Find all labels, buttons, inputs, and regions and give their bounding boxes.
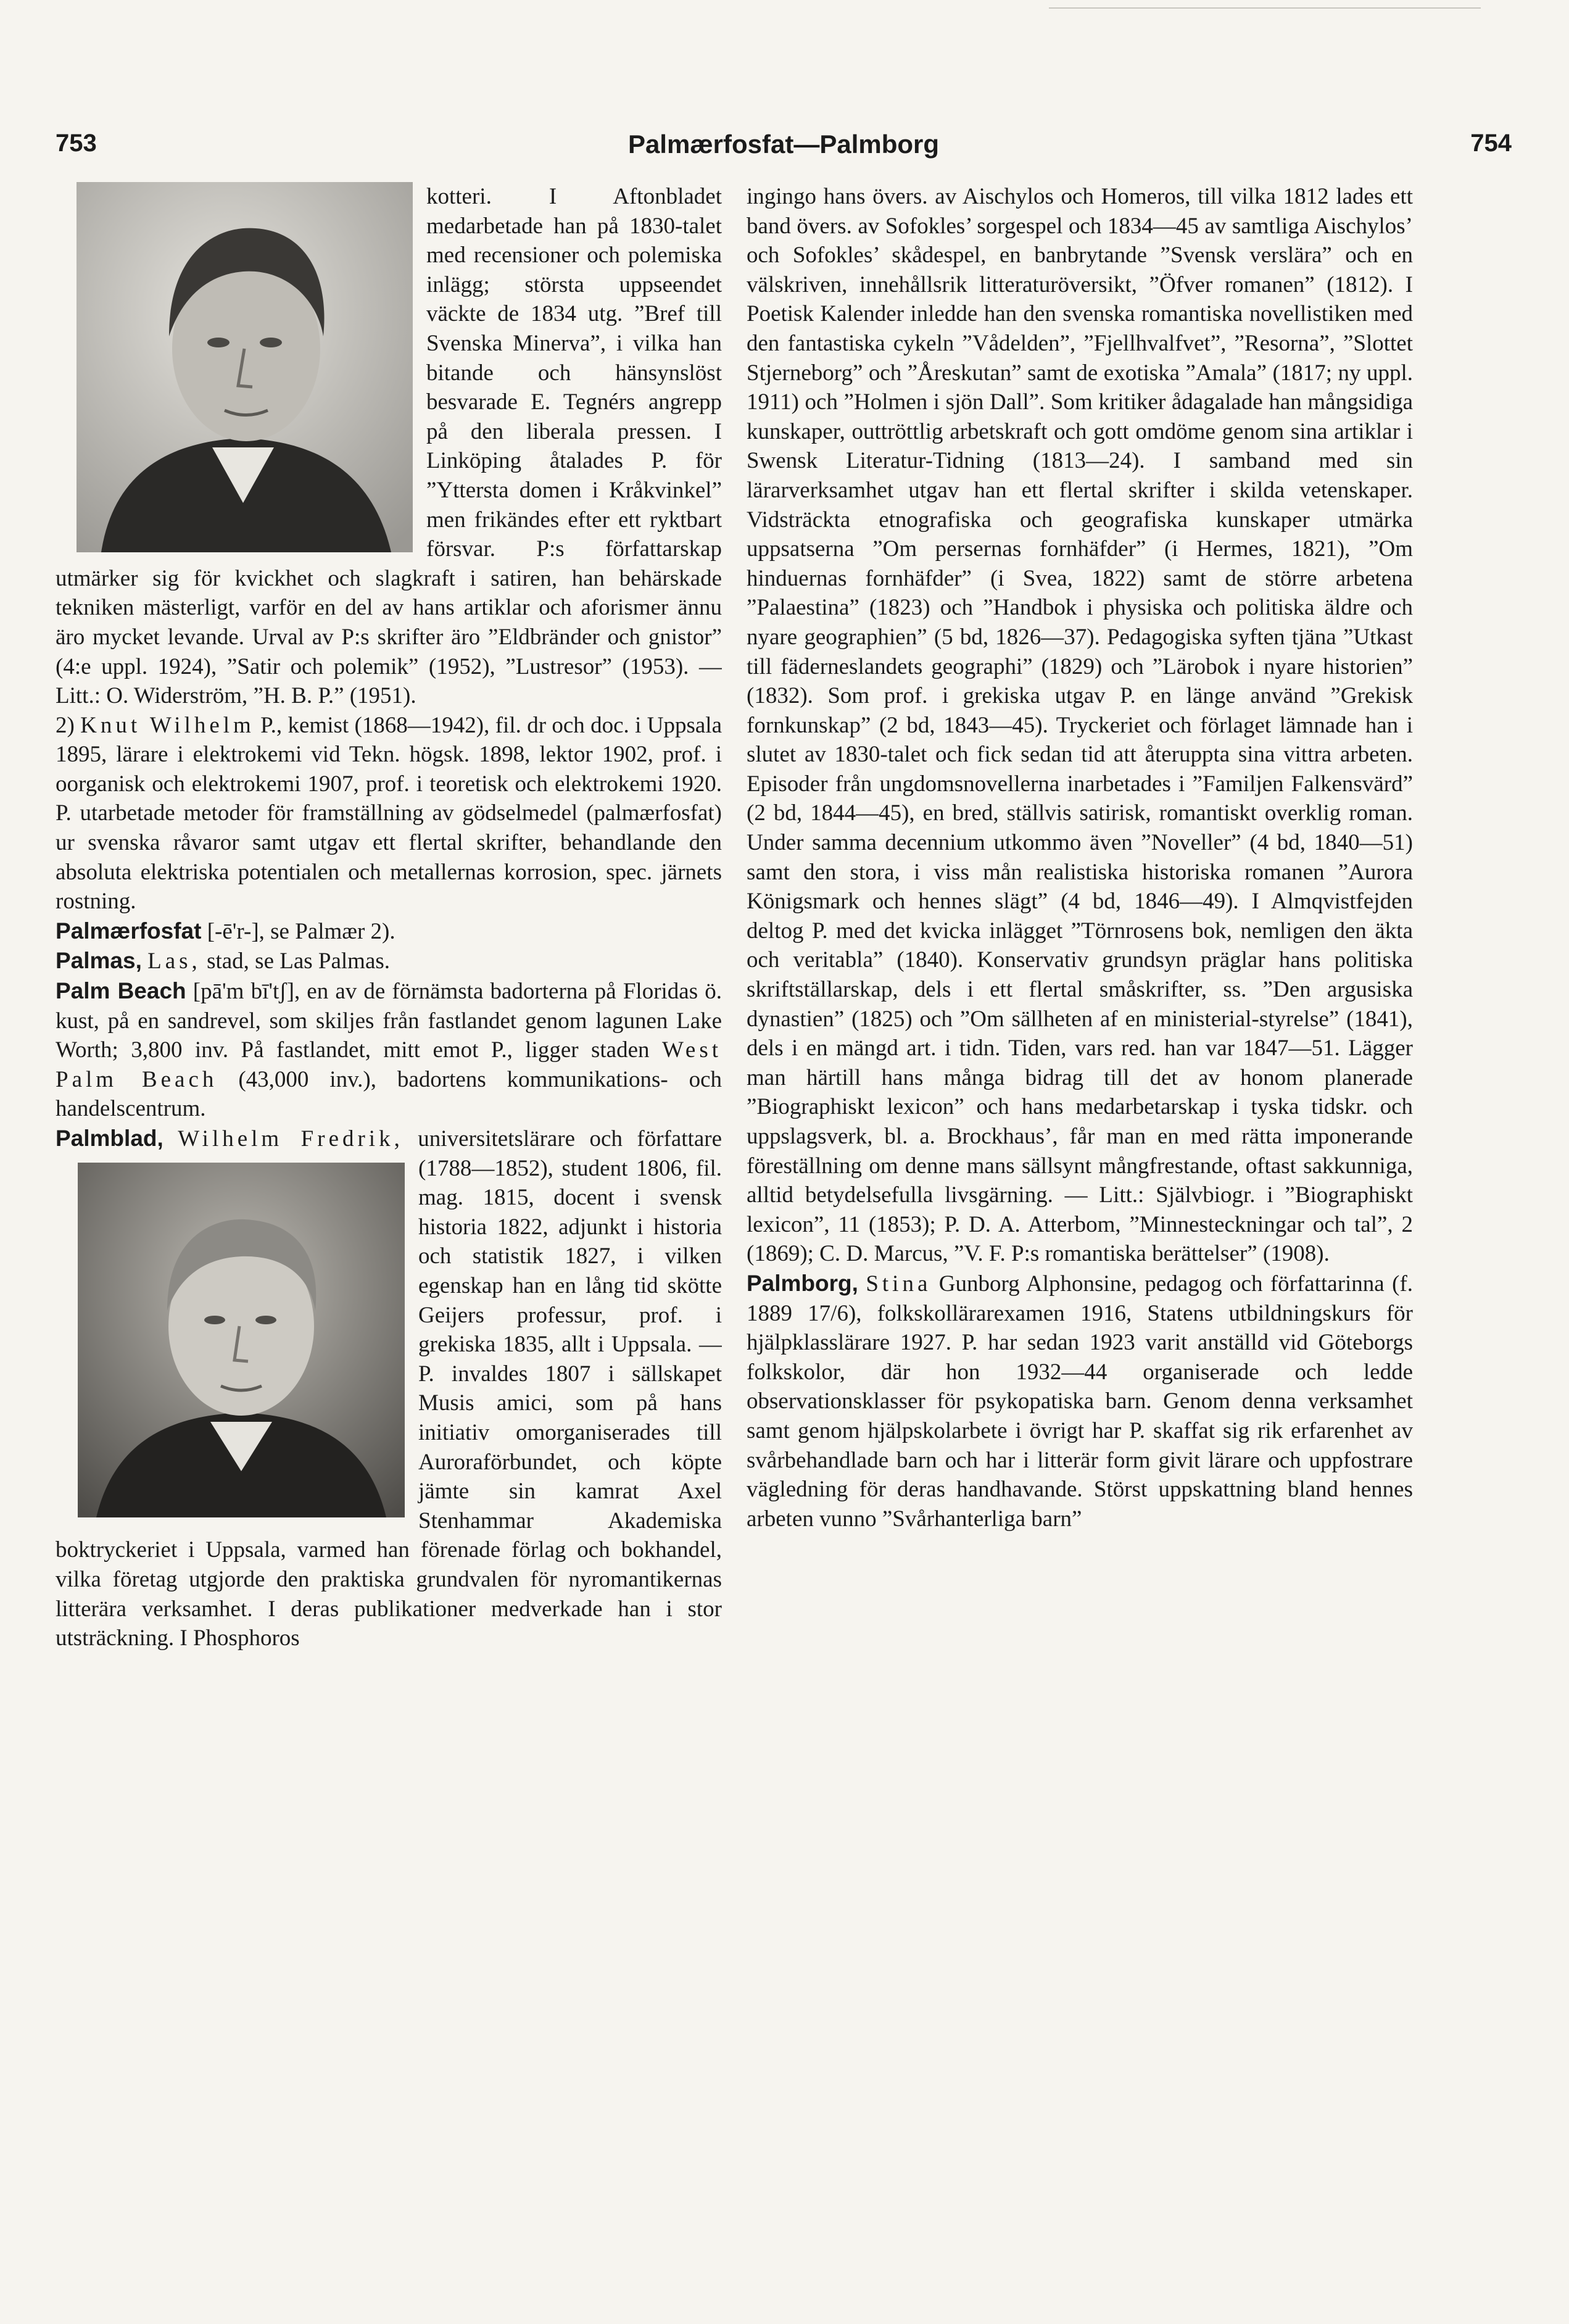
headword: Palm Beach [56,978,186,1004]
entry-text: kotteri. I Aftonbladet medarbetade han på 1830-talet med recensioner och polemiska inlägg; största uppseendet väckte de 1834 utg. ”Bref till Svenska Minerva”, i vilka han bitande och hänsynslöst besvarade E. Tegnérs angrepp på den liberala pressen. I Linköping åtalades P. för ”Yttersta domen i Kråkvinkel” men frikändes efter ett ryktbart försvar. P:s författarskap utmärker sig för kvickhet och slagkraft i satiren, han behärskade tekniken mästerligt, varför en del av hans artiklar och aforismer ännu äro mycket levande. Urval av P:s skrifter äro ”Eldbränder och gnistor” (4:e uppl. 1924), ”Satir och polemik” (1952), ”Lustresor” (1953). — Litt.: O. Widerström, ”H. B. P.” (1951). [56,184,722,709]
page-number-right: 754 [1470,130,1512,157]
entry-palmblad [56,1124,722,1653]
entry-palmaerfosfat [56,916,722,947]
entry-palm-beach [56,976,722,1124]
left-column [56,182,722,2268]
running-head: Palmærfosfat—Palmborg [627,130,940,159]
person-name: Knut Wilhelm [80,712,255,738]
headword: Palmblad, [56,1126,164,1151]
place-name: West Palm Beach [56,1037,722,1092]
headword: Palmærfosfat [56,918,202,944]
headword: Palmas, [56,948,142,974]
portrait-photo-1 [77,182,413,552]
entry-text: universitetslärare och författare (1788—1852), student 1806, fil. mag. 1815, docent i svensk historia 1822, adjunkt i historia och statistik 1827, i vilken egenskap han en lång tid skötte Geijers professur, prof. i grekiska 1835, allt i Uppsala. — P. invaldes 1807 i sällskapet Musis amici, som på hans initiativ omorganiserades till Auroraförbundet, och köpte jämte sin kamrat Axel Stenhammar Akademiska boktryckeriet i Uppsala, varmed han förenade förlag och bokhandel, vilka företag utgjorde den praktiska grundvalen för nyromantikernas litterära verksamhet. I deras publikationer medverkade han i stor utsträckning. I Phosphoros [56,1126,722,1651]
entry-knut-wilhelm [56,711,722,916]
entry-text: [pā'm bī'tʃ], en av de förnämsta badorterna på Floridas ö. kust, på en sandrevel, som skiljes från fastlandet genom lagunen Lake Worth; 3,800 inv. På fastlandet, mitt emot P., ligger staden [56,979,722,1063]
top-edge-rule [1049,7,1481,9]
entry-palmborg [747,1269,1413,1533]
entry-text: ingingo hans övers. av Aischylos och Homeros, till vilka 1812 lades ett band övers. av Sofokles’ sorgespel och 1834—45 av samtliga Aischylos’ och Sofokles’ skådespel, en banbrytande ”Svensk verslära” och en välskriven, innehållsrik litteraturöversikt, ”Öfver romanen” (1812). I Poetisk Kalender inledde han den svenska romantiska novellistiken med den fantastiska cykeln ”Vådelden”, ”Fjellhvalfvet”, ”Resorna”, ”Slottet Stjerneborg” och ”Åreskutan” samt de exotiska ”Amala” (1817; ny uppl. 1911) och ”Holmen i sjön Dall”. Som kritiker ådagalade han mångsidiga kunskaper, outtröttlig arbetskraft och gott omdöme genom sina artiklar i Swensk Literatur-Tidning (1813—24). I samband med sin lärarverksamhet utgav han ett flertal skrifter i skilda vetenskaper. Vidsträckta etnografiska och geografiska kunskaper utmärka uppsatserna ”Om persernas fornhäfder” (i Hermes, 1821), ”Om hinduernas fornhäfder” (i Svea, 1822) samt de större arbetena ”Palaestina” (1823) och ”Handbok i physiska och politiska äldre och nyare geographien” (5 bd, 1826—37). Pedagogiska syften tjäna ”Utkast till fäderneslandets geographi” (1829) och ”Lärobok i nyare historien” (1832). Som prof. i grekiska utgav P. en länge använd ”Grekisk fornkunskap” (2 bd, 1843—45). Tryckeriet och förlaget lämnade han i slutet av 1830-talet och fick sedan tid att återuppta sina vittra arbeten. Episoder från ungdomsnovellerna inarbetades i ”Familjen Falkensvärd” (2 bd, 1844—45), en bred, ställvis satirisk, romantiskt overklig roman. Under samma decennium utkommo även ”Noveller” (4 bd, 1840—51) samt den stora, i viss mån realistiska historiska romanen ”Aurora Königsmark och hennes slägt” (4 bd, 1846—49). I Almqvistfejden deltog P. med det kvicka inlägget ”Törnrosens bok, nemligen den äkta och veritabla” (1840). Konservativ grundsyn präglar hans politiska skriftställarskap, dels i ett flertal småskrifter, ss. ”Den argusiska dynastien” (1825) och ”Om sällheten af en ministerial-styrelse” (1841), dels i en mängd art. i tidn. Tiden, vars red. han var 1847—51. Lägger man härtill hans många bidrag till det av honom planerade ”Biographiskt lexicon” och hans medarbetarskap i tyska tidskr. och uppslagsverk, bl. a. Brockhaus’, får man en med rätta imponerande föreställning om denne mans sällsynt mångfrestande, oftast sakkunniga, alltid betydelsefulla livsgärning. — Litt.: Självbiogr. i ”Biographiskt lexicon”, 11 (1853); P. D. A. Atterbom, ”Minnesteckningar och tal”, 2 (1869); C. D. Marcus, ”V. F. P:s romantiska berättelser” (1908). [747,184,1413,1267]
entry-number: 2) [56,712,75,738]
entry-text: P., kemist (1868—1942), fil. dr och doc. i Uppsala 1895, lärare i elektrokemi vid Tekn. högsk. 1898, lektor 1902, prof. i oorganisk och elektrokemi 1907, prof. i teoretisk och elektrokemi 1920. P. utarbetade metoder för framställning av gödselmedel (palmærfosfat) ur svenska råvaror samt utgav ett flertal skrifter, behandlande den absoluta elektriska potentialen och metallernas korrosion, spec. järnets rostning. [56,712,722,915]
right-column [747,182,1413,2268]
entry-text: (43,000 inv.), badortens kommunikations- och handelscentrum. [56,1066,722,1122]
entry-palmas [56,946,722,976]
entry-continuation [747,182,1413,1269]
entry-continuation [56,182,722,711]
place-name: Las, [147,948,201,974]
headword: Palmborg, [747,1270,858,1296]
entry-text: Gunborg Alphonsine, pedagog och författarinna (f. 1889 17/6), folkskollärarexamen 1916, Statens utbildningskurs för hjälpklasslärare 1927. P. har sedan 1923 varit anställd vid Göteborgs folkskolor, där hon 1932—44 organiserade och ledde observationsklasser för psykopatiska barn. Genom denna verksamhet samt genom hjälpskolarbete i övrigt har P. skaffat sig rik erfarenhet av svårbehandlade barn och har i litterär form givit lärare och uppfostrare vägledning för deras handhavande. Störst uppskattning bland hennes arbeten vunno ”Svårhanterliga barn” [747,1271,1413,1532]
person-name: Wilhelm Fredrik, [178,1126,404,1152]
portrait-photo-2 [78,1163,405,1517]
entry-text: stad, se Las Palmas. [207,948,391,974]
person-name: Stina [866,1271,932,1297]
page-header [56,130,1512,167]
page-number-left: 753 [56,130,97,157]
entry-text: [-ē'r-], se Palmær 2). [207,918,395,944]
